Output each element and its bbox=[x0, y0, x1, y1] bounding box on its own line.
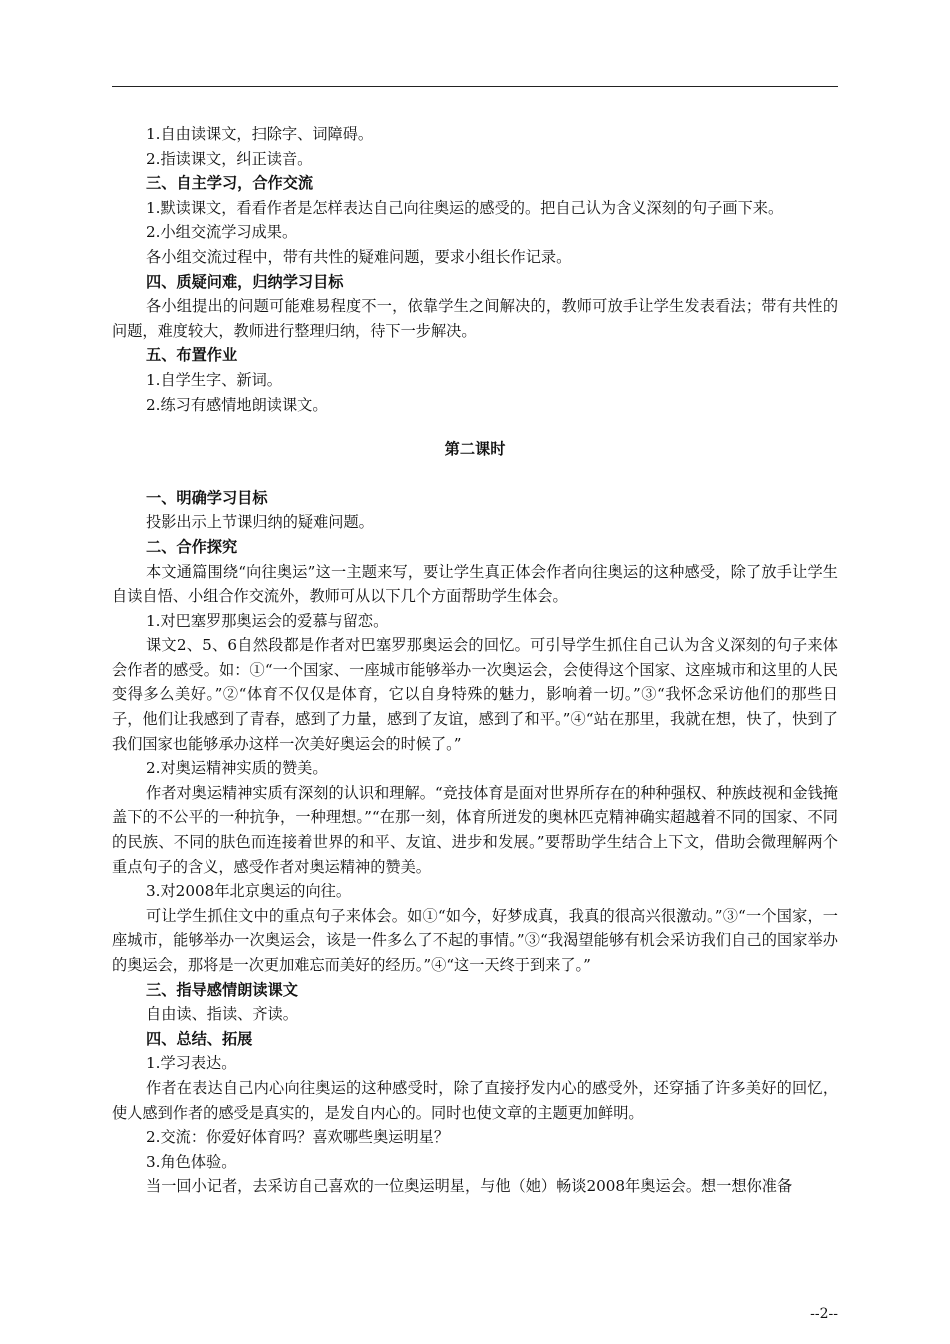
paragraph: 1.自由读课文，扫除字、词障碍。 bbox=[146, 125, 374, 143]
section-heading: 四、总结、拓展 bbox=[146, 1029, 253, 1048]
section-heading: 三、指导感情朗读课文 bbox=[146, 980, 298, 999]
section-heading: 三、自主学习，合作交流 bbox=[146, 174, 314, 193]
paragraph: 2.小组交流学习成果。 bbox=[146, 223, 298, 242]
page-number: --2-- bbox=[810, 1306, 838, 1322]
section-heading: 四、质疑问难，归纳学习目标 bbox=[146, 272, 344, 291]
paragraph: 本文通篇围绕“向往奥运”这一主题来写，要让学生真正体会作者向往奥运的这种感受，除了放手让学生自读自悟、小组合作交流外，教师可从以下几个方面帮助学生体会。 bbox=[112, 562, 838, 606]
paragraph: 2.指读课文，纠正读音。 bbox=[146, 149, 313, 168]
paragraph: 1.自学生字、新词。 bbox=[146, 370, 282, 389]
section-heading: 五、布置作业 bbox=[146, 346, 238, 365]
paragraph: 各小组交流过程中，带有共性的疑难问题，要求小组长作记录。 bbox=[146, 247, 572, 266]
paragraph: 投影出示上节课归纳的疑难问题。 bbox=[146, 513, 374, 532]
paragraph: 1.对巴塞罗那奥运会的爱慕与留恋。 bbox=[146, 611, 389, 630]
paragraph: 1.默读课文，看看作者是怎样表达自己向往奥运的感受的。把自己认为含义深刻的句子画下来。 bbox=[146, 198, 784, 217]
section-heading: 二、合作探究 bbox=[146, 537, 238, 556]
paragraph: 当一回小记者，去采访自己喜欢的一位奥运明星，与他（她）畅谈2008年奥运会。想一想你准备 bbox=[146, 1177, 793, 1196]
section-heading: 一、明确学习目标 bbox=[146, 488, 268, 507]
paragraph: 2.对奥运精神实质的赞美。 bbox=[146, 759, 328, 778]
paragraph: 作者在表达自己内心向往奥运的这种感受时，除了直接抒发内心的感受外，还穿插了许多美好的回忆，使人感到作者的感受是真实的，是发自内心的。同时也使文章的主题更加鲜明。 bbox=[112, 1078, 838, 1122]
document-body bbox=[112, 122, 838, 1199]
paragraph: 课文2、5、6自然段都是作者对巴塞罗那奥运会的回忆。可引导学生抓住自己认为含义深刻的句子来体会作者的感受。如：①“一个国家、一座城市能够举办一次奥运会，会使得这个国家、这座城市和这里的人民变得多么美好。”②“体育不仅仅是体育，它以自身特殊的魅力，影响着一切。”③“我怀念采访他们的那些日子，他们让我感到了青春，感到了力量，感到了友谊，感到了和平。”④“站在那里，我就在想，快了，快到了我们国家也能够承办这样一次美好奥运会的时候了。” bbox=[112, 636, 838, 753]
paragraph: 可让学生抓住文中的重点句子来体会。如①“如今，好梦成真，我真的很高兴很激动。”③“一个国家，一座城市，能够举办一次奥运会，该是一件多么了不起的事情。”③“我渴望能够有机会采访我们自己的国家举办的奥运会，那将是一次更加难忘而美好的经历。”④“这一天终于到来了。” bbox=[112, 906, 838, 974]
paragraph: 作者对奥运精神实质有深刻的认识和理解。“竞技体育是面对世界所存在的种种强权、种族歧视和金钱掩盖下的不公平的一种抗争，一种理想。”“在那一刻，体育所迸发的奥林匹克精神确实超越着不同的国家、不同的民族、不同的肤色而连接着世界的和平、友谊、进步和发展。”要帮助学生结合上下文，借助会微理解两个重点句子的含义，感受作者对奥运精神的赞美。 bbox=[112, 783, 838, 876]
header-rule bbox=[112, 86, 838, 87]
paragraph: 3.对2008年北京奥运的向往。 bbox=[146, 882, 352, 901]
paragraph: 2.交流：你爱好体育吗？喜欢哪些奥运明星？ bbox=[146, 1128, 450, 1147]
paragraph: 3.角色体验。 bbox=[146, 1152, 237, 1171]
lesson-title: 第二课时 bbox=[444, 440, 506, 459]
paragraph: 自由读、指读、齐读。 bbox=[146, 1005, 298, 1024]
paragraph: 2.练习有感情地朗读课文。 bbox=[146, 395, 328, 414]
paragraph: 各小组提出的问题可能难易程度不一，依靠学生之间解决的，教师可放手让学生发表看法；带有共性的问题，难度较大，教师进行整理归纳，待下一步解决。 bbox=[112, 297, 838, 340]
paragraph: 1.学习表达。 bbox=[146, 1054, 237, 1073]
